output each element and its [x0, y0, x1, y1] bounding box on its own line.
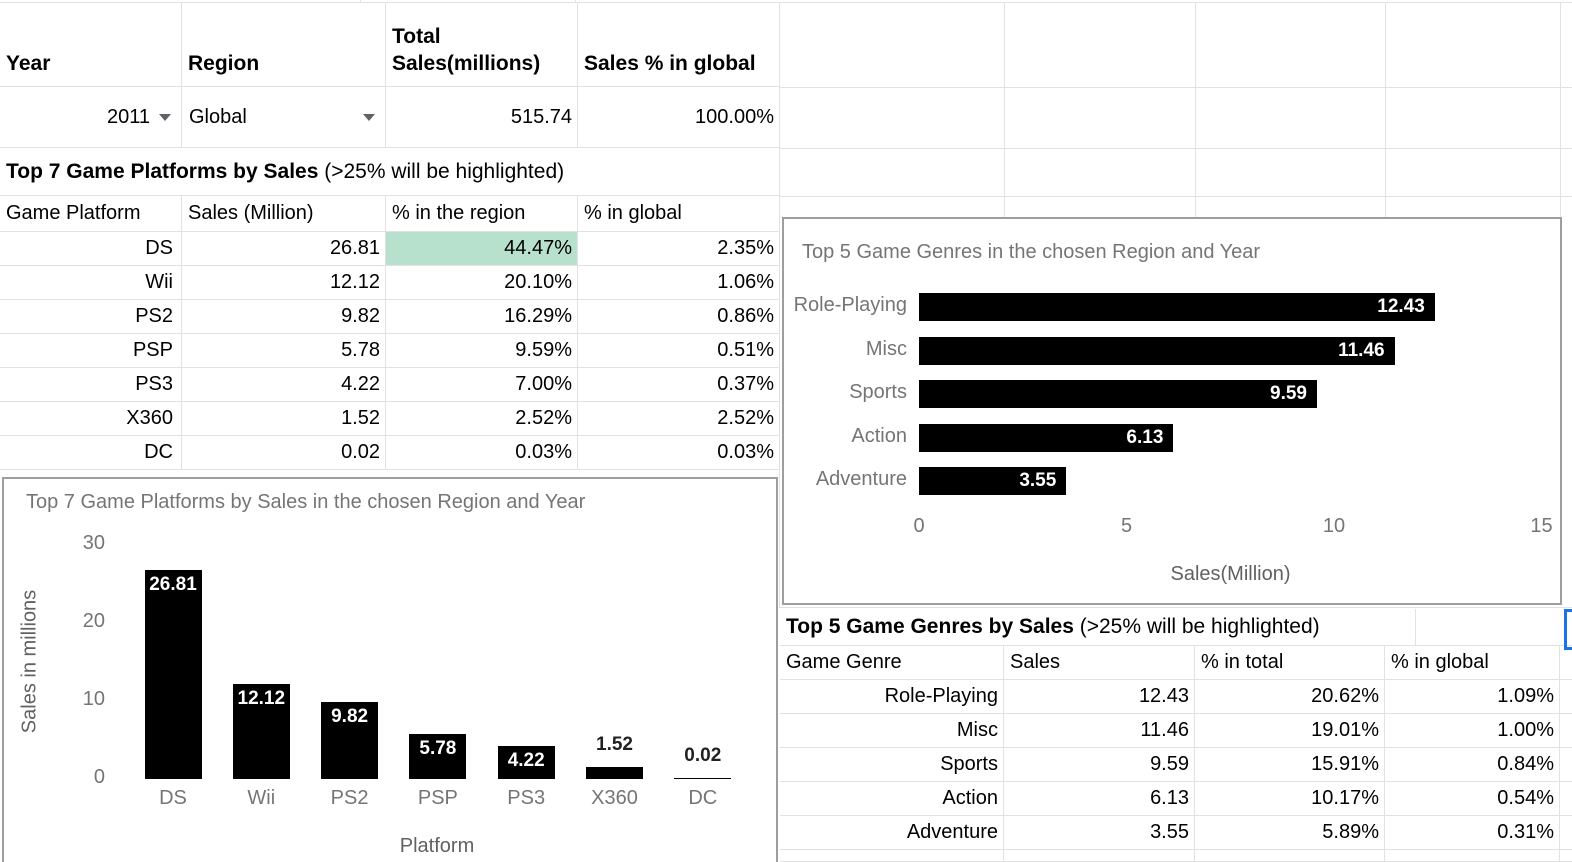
genre-pct-total-cell[interactable]: 20.62%	[1195, 680, 1385, 714]
y-axis-tick-label: 20	[82, 610, 105, 632]
empty-cell[interactable]	[1560, 748, 1572, 782]
genre-name-cell[interactable]: Role-Playing	[780, 680, 1004, 714]
bar-value-label: 9.59	[1270, 383, 1307, 404]
gridline	[0, 2, 1572, 3]
genre-sales-cell[interactable]: 6.13	[1004, 782, 1195, 816]
gridline	[779, 470, 780, 608]
y-axis-category-label: Adventure	[815, 468, 907, 490]
empty-cell[interactable]	[780, 850, 1004, 862]
genre-pct-total-cell[interactable]: 15.91%	[1195, 748, 1385, 782]
summary-header-total-sales[interactable]: Total Sales(millions)	[386, 2, 578, 87]
genre-sales-cell[interactable]: 3.55	[1004, 816, 1195, 850]
platform-pct-region-cell[interactable]: 2.52%	[386, 402, 578, 436]
bar-value-label: 12.43	[1377, 296, 1425, 317]
gridline	[780, 607, 1572, 608]
y-axis-title: Sales in millions	[18, 589, 41, 734]
genre-name-cell[interactable]: Action	[780, 782, 1004, 816]
y-axis-tick-label: 10	[82, 688, 105, 710]
bar-value-label: 5.78	[419, 737, 457, 759]
genres-col-header[interactable]: Sales	[1004, 646, 1195, 680]
bar-value-label: 3.55	[1019, 470, 1057, 491]
platforms-col-header[interactable]: % in global	[578, 196, 780, 232]
platform-name-cell[interactable]: PS2	[0, 300, 182, 334]
platforms-col-header[interactable]: Sales (Million)	[182, 196, 386, 232]
y-axis-category-label: Role-Playing	[793, 294, 907, 316]
platform-pct-region-cell[interactable]: 20.10%	[386, 266, 578, 300]
empty-cell[interactable]	[1560, 714, 1572, 748]
x-axis-title: Platform	[399, 835, 475, 857]
bar-DC	[674, 778, 731, 780]
platform-sales-cell[interactable]: 1.52	[182, 402, 386, 436]
genre-pct-global-cell[interactable]: 0.54%	[1385, 782, 1560, 816]
genre-sales-cell[interactable]: 11.46	[1004, 714, 1195, 748]
genre-name-cell[interactable]: Misc	[780, 714, 1004, 748]
platform-sales-cell[interactable]: 12.12	[182, 266, 386, 300]
y-axis-tick-label: 30	[82, 532, 105, 554]
bar-value-label: 1.52	[596, 734, 633, 756]
platform-sales-cell[interactable]: 0.02	[182, 436, 386, 470]
genres-col-header[interactable]: % in global	[1385, 646, 1560, 680]
genre-pct-global-cell[interactable]: 1.00%	[1385, 714, 1560, 748]
gridline	[1004, 2, 1005, 217]
platform-pct-global-cell[interactable]: 1.06%	[578, 266, 780, 300]
genres-title-bold: Top 5 Game Genres by Sales	[786, 614, 1074, 638]
bar-Sports	[919, 380, 1317, 408]
dropdown-arrow-icon[interactable]	[159, 114, 171, 121]
summary-header-sales-pct-global[interactable]: Sales % in global	[578, 2, 780, 87]
gridline	[1385, 2, 1386, 217]
dropdown-arrow-icon[interactable]	[363, 114, 375, 121]
x-axis-title: Sales(Million)	[1170, 563, 1291, 585]
bar-value-label: 11.46	[1338, 339, 1385, 361]
gridline	[1560, 2, 1561, 217]
empty-cell[interactable]	[1560, 850, 1572, 862]
sales-pct-global-value-cell[interactable]: 100.00%	[578, 87, 780, 148]
platform-pct-global-cell[interactable]: 0.37%	[578, 368, 780, 402]
platforms-title-bold: Top 7 Game Platforms by Sales	[6, 159, 319, 183]
genre-pct-total-cell[interactable]: 19.01%	[1195, 714, 1385, 748]
empty-cell[interactable]	[1560, 782, 1572, 816]
platform-pct-global-cell[interactable]: 0.86%	[578, 300, 780, 334]
platforms-section-title[interactable]	[0, 148, 780, 196]
x-axis-tick-label: 5	[1120, 515, 1133, 537]
x-axis-category-label: PSP	[417, 787, 458, 809]
platform-pct-region-cell[interactable]: 7.00%	[386, 368, 578, 402]
platform-pct-global-cell[interactable]: 2.52%	[578, 402, 780, 436]
summary-header-region[interactable]: Region	[182, 2, 386, 87]
platform-pct-region-cell-highlighted[interactable]: 44.47%	[386, 232, 578, 266]
genres-table	[780, 608, 1572, 862]
platform-name-cell[interactable]: Wii	[0, 266, 182, 300]
platform-name-cell[interactable]: PSP	[0, 334, 182, 368]
x-axis-category-label: PS2	[330, 787, 369, 809]
bar-value-label: 0.02	[684, 744, 722, 766]
platform-name-cell[interactable]: X360	[0, 402, 182, 436]
genre-sales-cell[interactable]: 12.43	[1004, 680, 1195, 714]
genre-pct-total-cell[interactable]: 5.89%	[1195, 816, 1385, 850]
y-axis-category-label: Action	[851, 424, 907, 447]
chart-title: Top 7 Game Platforms by Sales in the chosen Region and Year	[26, 491, 586, 513]
platforms-bar-chart[interactable]	[2, 477, 778, 862]
bar-value-label: 12.12	[237, 688, 286, 710]
bar-DS	[145, 570, 202, 779]
genre-name-cell[interactable]: Sports	[780, 748, 1004, 782]
x-axis-category-label: PS3	[507, 787, 546, 809]
bar-Role-Playing	[919, 293, 1435, 321]
bar-Misc	[919, 337, 1395, 365]
summary-header-year[interactable]: Year	[0, 2, 182, 87]
x-axis-category-label: DS	[159, 787, 187, 809]
x-axis-category-label: DC	[688, 787, 718, 809]
year-value: 2011	[106, 105, 150, 128]
region-dropdown-cell[interactable]	[182, 87, 386, 148]
genres-bar-chart[interactable]	[782, 217, 1562, 605]
genre-name-cell[interactable]: Adventure	[780, 816, 1004, 850]
bar-Adventure	[919, 467, 1066, 495]
gridline	[1415, 609, 1416, 646]
genres-col-header[interactable]: Game Genre	[780, 646, 1004, 680]
y-axis-category-label: Misc	[865, 337, 907, 360]
genre-pct-global-cell[interactable]: 0.84%	[1385, 748, 1560, 782]
bar-Action	[919, 424, 1173, 452]
empty-cell[interactable]	[1385, 850, 1560, 862]
x-axis-category-label: Wii	[247, 787, 276, 809]
platform-pct-global-cell[interactable]: 0.03%	[578, 436, 780, 470]
year-dropdown-cell[interactable]	[0, 87, 182, 148]
platform-name-cell[interactable]: DS	[0, 232, 182, 266]
region-value: Global	[189, 105, 247, 128]
summary-table	[0, 2, 780, 148]
bar-value-label: 4.22	[507, 750, 545, 772]
empty-cell[interactable]	[1195, 850, 1385, 862]
platform-name-cell[interactable]: DC	[0, 436, 182, 470]
bar-value-label: 9.82	[331, 706, 369, 728]
genre-pct-global-cell[interactable]: 0.31%	[1385, 816, 1560, 850]
x-axis-tick-label: 10	[1322, 515, 1346, 537]
x-axis-tick-label: 15	[1530, 515, 1553, 537]
platform-pct-region-cell[interactable]: 16.29%	[386, 300, 578, 334]
empty-cell[interactable]	[1560, 816, 1572, 850]
platform-pct-region-cell[interactable]: 0.03%	[386, 436, 578, 470]
y-axis-tick-label: 0	[93, 766, 105, 788]
platform-pct-global-cell[interactable]: 2.35%	[578, 232, 780, 266]
total-sales-value-cell[interactable]: 515.74	[386, 87, 578, 148]
platform-pct-global-cell[interactable]: 0.51%	[578, 334, 780, 368]
gridline	[780, 148, 1572, 149]
genre-pct-global-cell[interactable]: 1.09%	[1385, 680, 1560, 714]
selected-cell-border	[1564, 609, 1572, 650]
platform-name-cell[interactable]: PS3	[0, 368, 182, 402]
platforms-col-header[interactable]: % in the region	[386, 196, 578, 232]
bar-X360	[586, 767, 643, 779]
empty-cell[interactable]	[1560, 680, 1572, 714]
bar-value-label: 26.81	[149, 573, 197, 595]
bar-value-label: 6.13	[1126, 426, 1164, 448]
platforms-col-header[interactable]: Game Platform	[0, 196, 182, 232]
y-axis-category-label: Sports	[849, 381, 907, 403]
genre-sales-cell[interactable]: 9.59	[1004, 748, 1195, 782]
genre-pct-total-cell[interactable]: 10.17%	[1195, 782, 1385, 816]
gridline	[780, 87, 1572, 88]
platform-sales-cell[interactable]: 5.78	[182, 334, 386, 368]
empty-cell[interactable]	[1004, 850, 1195, 862]
genres-title-note: (>25% will be highlighted)	[1073, 614, 1320, 638]
genres-col-header[interactable]: % in total	[1195, 646, 1385, 680]
platform-sales-cell[interactable]: 26.81	[182, 232, 386, 266]
platforms-table	[0, 148, 780, 470]
chart-title: Top 5 Game Genres in the chosen Region and Year	[802, 241, 1261, 263]
empty-cell[interactable]	[1560, 646, 1572, 680]
platform-pct-region-cell[interactable]: 9.59%	[386, 334, 578, 368]
platform-sales-cell[interactable]: 9.82	[182, 300, 386, 334]
x-axis-category-label: X360	[591, 787, 638, 809]
platforms-title-note: (>25% will be highlighted)	[318, 159, 565, 183]
platform-sales-cell[interactable]: 4.22	[182, 368, 386, 402]
genres-section-title[interactable]	[780, 608, 1572, 646]
gridline	[1195, 2, 1196, 217]
x-axis-tick-label: 0	[913, 515, 925, 537]
gridline	[780, 196, 1572, 197]
